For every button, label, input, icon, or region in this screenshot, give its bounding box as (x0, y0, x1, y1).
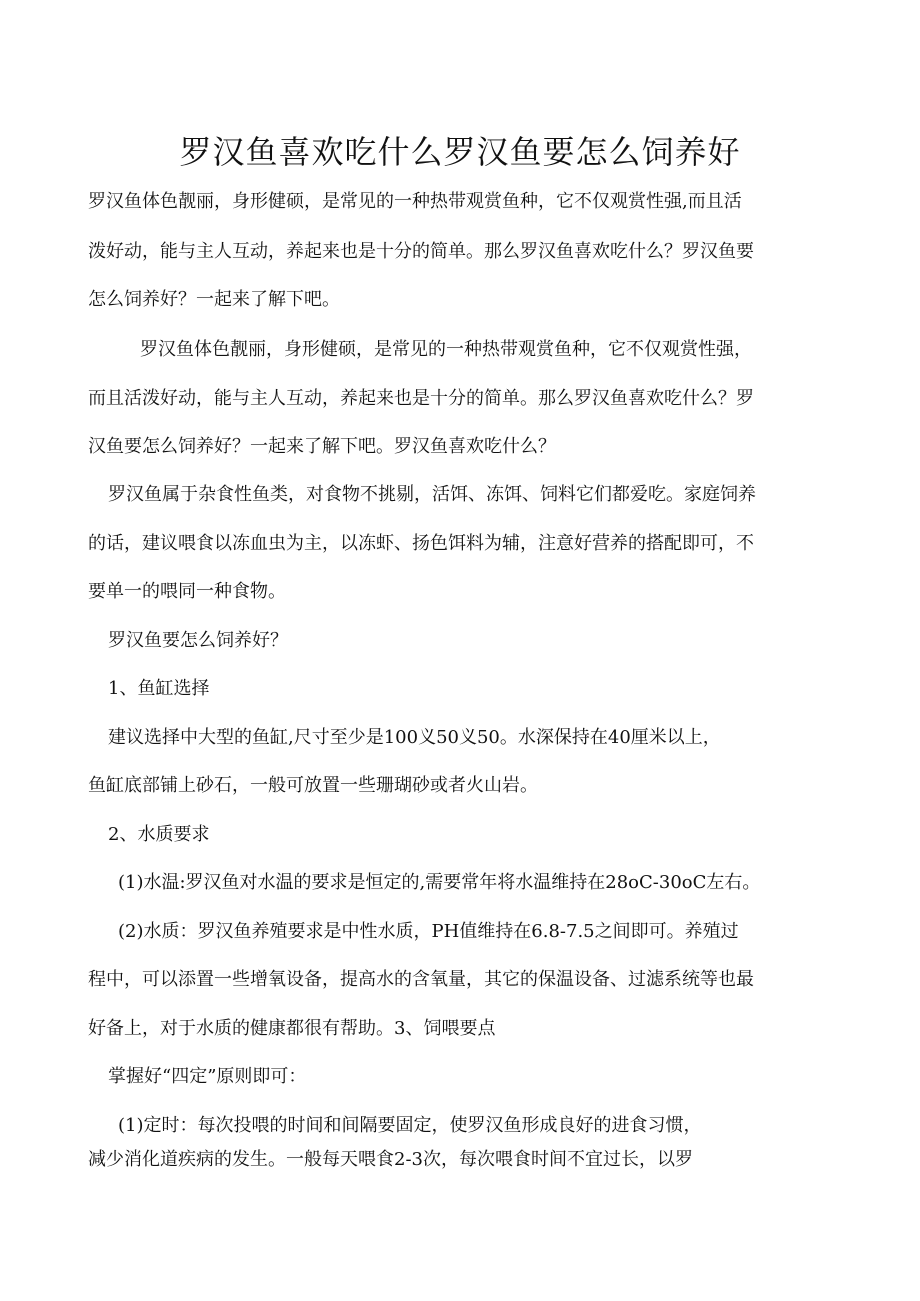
text-line: 汉鱼要怎么饲养好？一起来了解下吧。罗汉鱼喜欢吃什么？ (88, 436, 556, 457)
text-line: 好备上，对于水质的健康都很有帮助。3、饲喂要点 (88, 1018, 496, 1039)
document-title: 罗汉鱼喜欢吃什么罗汉鱼要怎么饲养好 (179, 133, 741, 171)
text-line: 罗汉鱼体色靓丽，身形健硕，是常见的一种热带观赏鱼种，它不仅观赏性强,而且活 (88, 191, 742, 212)
text-line: 建议选择中大型的鱼缸,尺寸至少是100义50义50。水深保持在40厘米以上， (108, 727, 721, 748)
text-line: 的话，建议喂食以冻血虫为主，以冻虾、扬色饵料为辅，注意好营养的搭配即可，不 (88, 533, 754, 554)
text-line: 程中，可以添置一些增氧设备，提高水的含氧量，其它的保温设备、过滤系统等也最 (88, 969, 754, 990)
text-line: 罗汉鱼体色靓丽，身形健硕，是常见的一种热带观赏鱼种，它不仅观赏性强， (140, 339, 752, 360)
text-line: 掌握好“四定”原则即可： (108, 1066, 307, 1087)
text-line: 而且活泼好动，能与主人互动，养起来也是十分的简单。那么罗汉鱼喜欢吃什么？罗 (88, 388, 754, 409)
section-heading: 1、鱼缸选择 (108, 678, 210, 699)
text-line: (2)水质：罗汉鱼养殖要求是中性水质，PH值维持在6.8-7.5之间即可。养殖过 (118, 921, 739, 942)
text-line: (1)水温:罗汉鱼对水温的要求是恒定的,需要常年将水温维持在28oC-30oC左右。 (118, 872, 761, 893)
text-line: 罗汉鱼属于杂食性鱼类，对食物不挑剔，活饵、冻饵、饲料它们都爱吃。家庭饲养 (108, 484, 756, 505)
text-line: 减少消化道疾病的发生。一般每天喂食2-3次，每次喂食时间不宜过长，以罗 (88, 1149, 693, 1170)
text-line: 怎么饲养好？一起来了解下吧。 (88, 289, 340, 310)
text-line: 泼好动，能与主人互动，养起来也是十分的简单。那么罗汉鱼喜欢吃什么？罗汉鱼要 (88, 241, 754, 262)
text-line: 要单一的喂同一种食物。 (88, 581, 286, 602)
section-heading: 罗汉鱼要怎么饲养好？ (108, 630, 288, 651)
text-line: 鱼缸底部铺上砂石，一般可放置一些珊瑚砂或者火山岩。 (88, 775, 538, 796)
section-heading: 2、水质要求 (108, 824, 210, 845)
text-line: (1)定时：每次投喂的时间和间隔要固定，使罗汉鱼形成良好的进食习惯， (118, 1115, 702, 1136)
